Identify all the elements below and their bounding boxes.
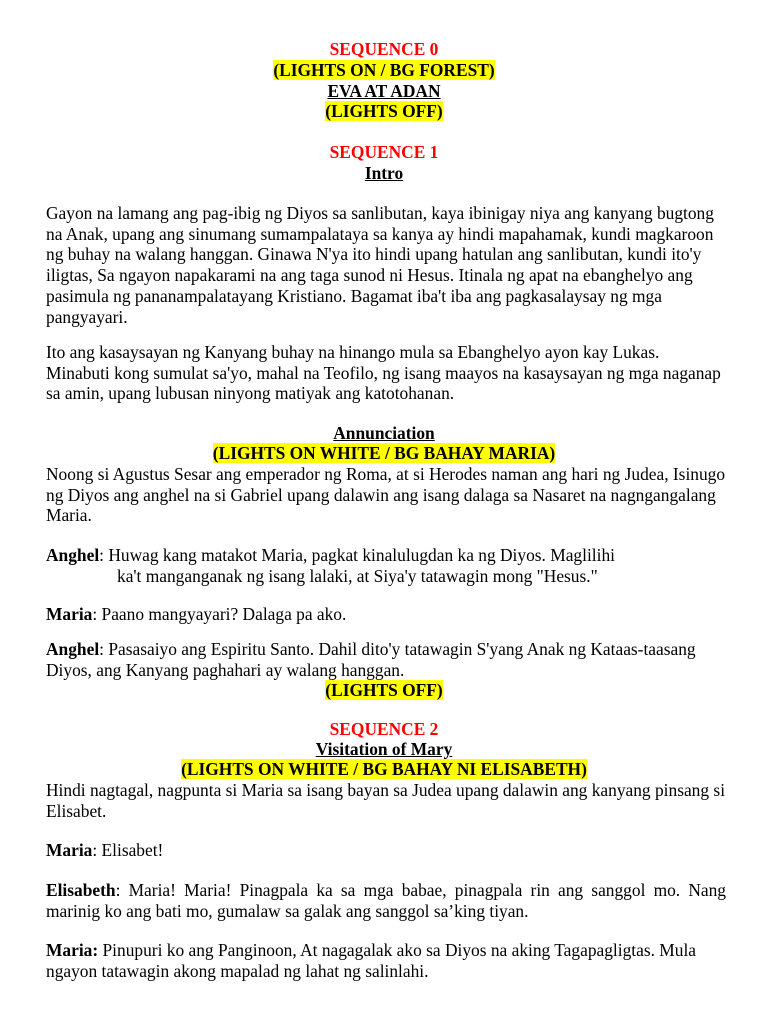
sequence-0-title: SEQUENCE 0 — [329, 39, 439, 59]
dialogue-line — [46, 840, 726, 861]
dialogue-line — [46, 880, 726, 921]
dialogue-line — [46, 604, 726, 625]
speaker-name: Maria — [46, 604, 93, 624]
annunciation-lights-on — [0, 443, 768, 464]
lights-on-cue: (LIGHTS ON / BG FOREST) — [273, 60, 495, 80]
visitation-narration: Hindi nagtagal, nagpunta si Maria sa isang bayan sa Judea upang dalawin ang kanyang pinsang si Elisabet. — [46, 780, 726, 821]
intro-paragraph-2: Ito ang kasaysayan ng Kanyang buhay na hinango mula sa Ebanghelyo ayon kay Lukas. Minabuti kong sumulat sa'yo, mahal na Teofilo, ng isang maayos na kasaysayan ng mga naganap sa amin, upang lubusan ninyong matiyak ang katotohanan. — [46, 342, 721, 404]
dialogue-text: : Maria! Maria! Pinagpala ka sa mga babae, pinagpala rin ang sanggol mo. Nang marinig ko ang bati mo, gumalaw sa galak ang sanggol sa’king tiyan. — [46, 880, 726, 921]
dialogue-text: : Pasasaiyo ang Espiritu Santo. Dahil dito'y tatawagin S'yang Anak ng Kataas-taasang Diyos, ang Kanyang paghahari ay walang hanggan. — [46, 639, 696, 680]
sequence-1-title: SEQUENCE 1 — [329, 142, 439, 162]
sequence-2-lights-on — [0, 759, 768, 780]
sequence-0-lights-on — [0, 60, 768, 81]
speaker-name: Anghel — [46, 545, 100, 565]
dialogue-continuation: ka't manganganak ng isang lalaki, at Siya'y tatawagin mong "Hesus." — [117, 565, 598, 586]
dialogue-text: : Huwag kang matakot Maria, pagkat kinalulugdan ka ng Diyos. Maglilihi — [99, 545, 615, 565]
dialogue-text: Pinupuri ko ang Panginoon, At nagagalak ako sa Diyos na aking Tagapagligtas. Mula ngayon tatawagin akong mapalad ng lahat ng salinlahi. — [46, 940, 697, 981]
lights-off-cue: (LIGHTS OFF) — [325, 101, 443, 121]
sequence-1-heading — [0, 163, 768, 184]
sequence-0-scene — [0, 81, 768, 102]
intro-heading: Intro — [364, 163, 404, 183]
scene-title: EVA AT ADAN — [327, 81, 441, 101]
dialogue-line — [46, 940, 726, 981]
intro-paragraph-1: Gayon na lamang ang pag-ibig ng Diyos sa sanlibutan, kaya ibinigay niya ang kanyang bugtong na Anak, upang ang sinumang sumampalataya sa kanya ay hindi mapahamak, kundi magkaroon ng buhay na walang hanggan. Ginawa N'ya ito hindi upang hatulan ang sanlibutan, kundi ito'y iligtas, Sa ngayon napakarami na ang taga sunod ni Hesus. Itinala ng apat na ebanghelyo ang pasimula ng pananampalatayang Kristiano. Bagamat iba't iba ang pagkasalaysay ng mga pangyayari. — [46, 203, 714, 327]
dialogue-text: : Elisabet! — [92, 840, 164, 860]
dialogue-line — [46, 639, 726, 680]
sequence-2-heading — [0, 739, 768, 760]
dialogue-line — [46, 545, 726, 586]
lights-on-cue: (LIGHTS ON WHITE / BG BAHAY MARIA) — [212, 443, 556, 463]
sequence-0-lights-off — [0, 101, 768, 122]
speaker-name: Maria — [46, 840, 93, 860]
lights-on-cue: (LIGHTS ON WHITE / BG BAHAY NI ELISABETH) — [181, 759, 587, 779]
annunciation-lights-off — [0, 680, 768, 701]
visitation-heading: Visitation of Mary — [315, 739, 453, 759]
speaker-name: Elisabeth — [46, 880, 116, 900]
annunciation-heading — [0, 423, 768, 444]
annunciation-title: Annunciation — [333, 423, 435, 443]
speaker-name: Anghel — [46, 639, 100, 659]
speaker-name: Maria: — [46, 940, 99, 960]
annunciation-narration: Noong si Agustus Sesar ang emperador ng Roma, at si Herodes naman ang hari ng Judea, Isinugo ng Diyos ang anghel na si Gabriel upang dalawin ang isang dalaga sa Nasaret na nagngangalang Maria. — [46, 464, 726, 526]
sequence-2-title: SEQUENCE 2 — [329, 719, 439, 739]
dialogue-text: : Paano mangyayari? Dalaga pa ako. — [92, 604, 347, 624]
lights-off-cue: (LIGHTS OFF) — [325, 680, 443, 700]
